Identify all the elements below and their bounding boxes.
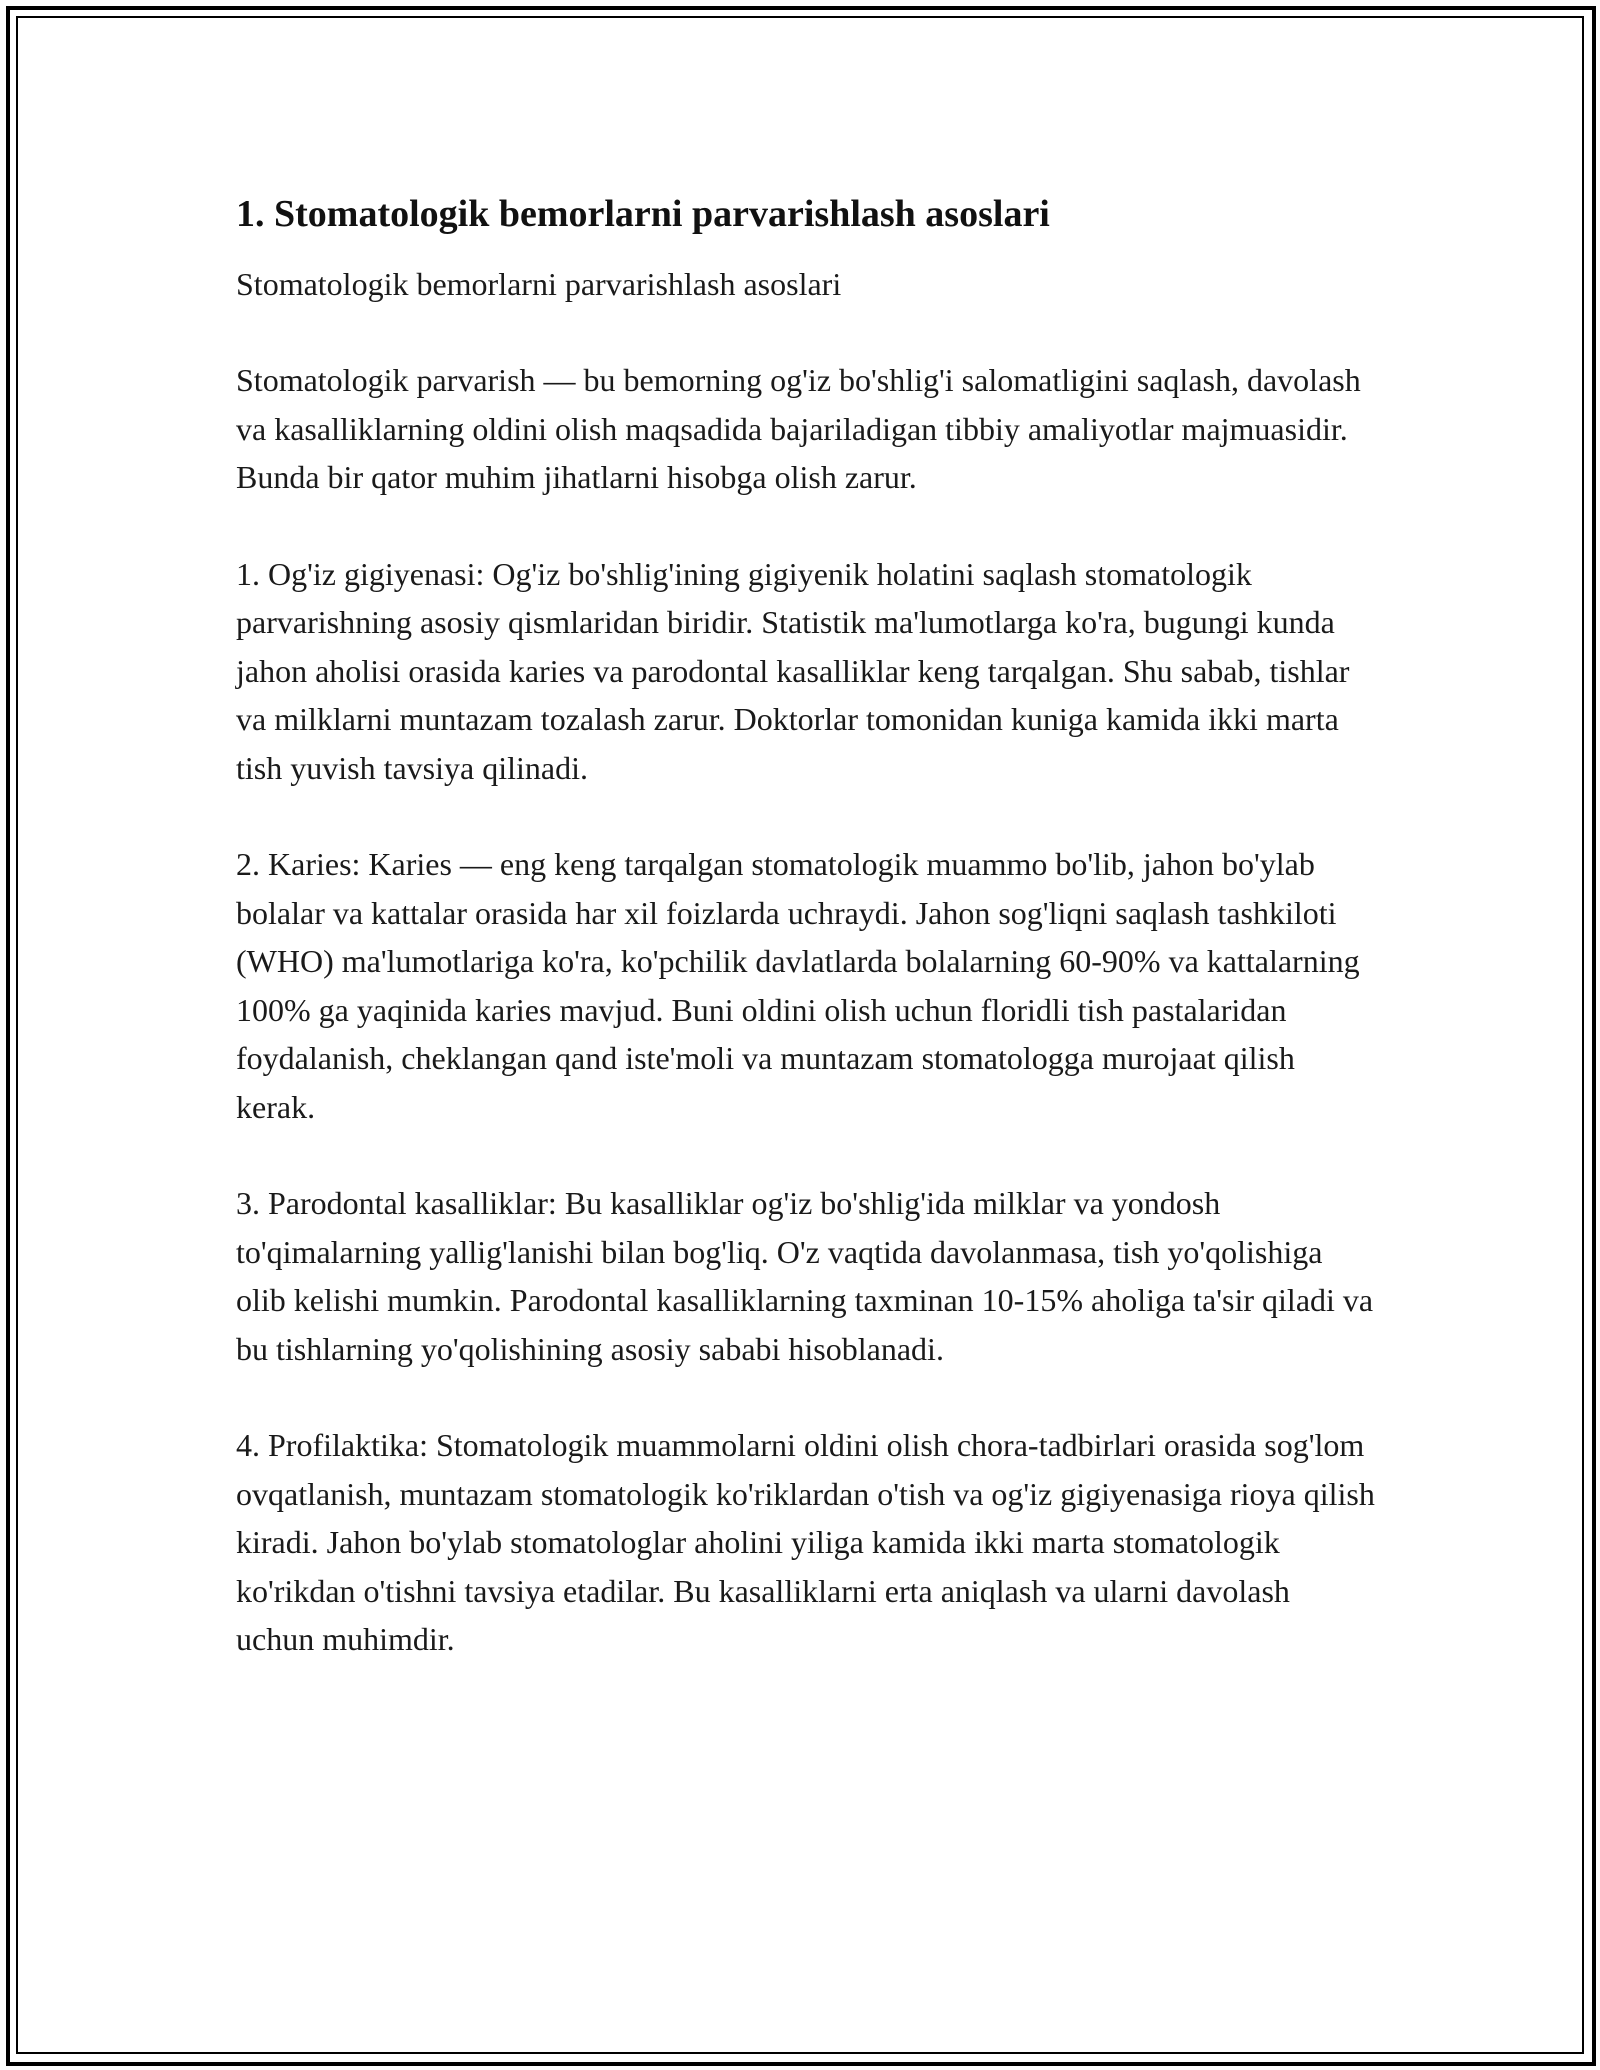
paragraph-intro: Stomatologik parvarish — bu bemorning og'iz bo'shlig'i salomatligini saqlash, davolash va kasalliklarning oldini olish maqsadida bajariladigan tibbiy amaliyotlar majmuasidir. Bunda bir qator muhim jihatlarni hisobga olish zarur. — [236, 362, 1361, 495]
paragraph-periodontal: 3. Parodontal kasalliklar: Bu kasalliklar og'iz bo'shlig'ida milklar va yondosh to'qimalarning yallig'lanishi bilan bog'liq. O'z vaqtida davolanmasa, tish yo'qolishiga olib kelishi mumkin. Parodontal kasalliklarning taxminan 10-15% aholiga ta'sir qiladi va bu tishlarning yo'qolishining asosiy sababi hisoblanadi. — [236, 1185, 1374, 1367]
paragraph-prophylaxis: 4. Profilaktika: Stomatologik muammolarni oldini olish chora-tadbirlari orasida sog'lom ovqatlanish, muntazam stomatologik ko'riklardan o'tish va og'iz gigiyenasiga rioya qilish kiradi. Jahon bo'ylab stomatologlar aholini yiliga kamida ikki marta stomatologik ko'rikdan o'tishni tavsiya etadilar. Bu kasalliklarni erta aniqlash va ularni davolash uchun muhimdir. — [236, 1427, 1375, 1657]
document-title: 1. Stomatologik bemorlarni parvarishlash asoslari — [236, 193, 1050, 235]
document-body — [236, 188, 1376, 1664]
paragraph-oral-hygiene: 1. Og'iz gigiyenasi: Og'iz bo'shlig'ining gigiyenik holatini saqlash stomatologik parvarishning asosiy qismlaridan biridir. Statistik ma'lumotlarga ko'ra, bugungi kunda jahon aholisi orasida karies va parodontal kasalliklar keng tarqalgan. Shu sabab, tishlar va milklarni muntazam tozalash zarur. Doktorlar tomonidan kuniga kamida ikki marta tish yuvish tavsiya qilinadi. — [236, 555, 1350, 786]
paragraph-caries: 2. Karies: Karies — eng keng tarqalgan stomatologik muammo bo'lib, jahon bo'ylab bolalar va kattalar orasida har xil foizlarda uchraydi. Jahon sog'liqni saqlash tashkiloti (WHO) ma'lumotlariga ko'ra, ko'pchilik davlatlarda bolalarning 60-90% va kattalarning 100% ga yaqinida karies mavjud. Buni oldini olish uchun floridli tish pastalaridan foydalanish, cheklangan qand iste'moli va muntazam stomatologga murojaat qilish kerak. — [236, 846, 1360, 1125]
document-subtitle: Stomatologik bemorlarni parvarishlash asoslari — [236, 266, 842, 302]
